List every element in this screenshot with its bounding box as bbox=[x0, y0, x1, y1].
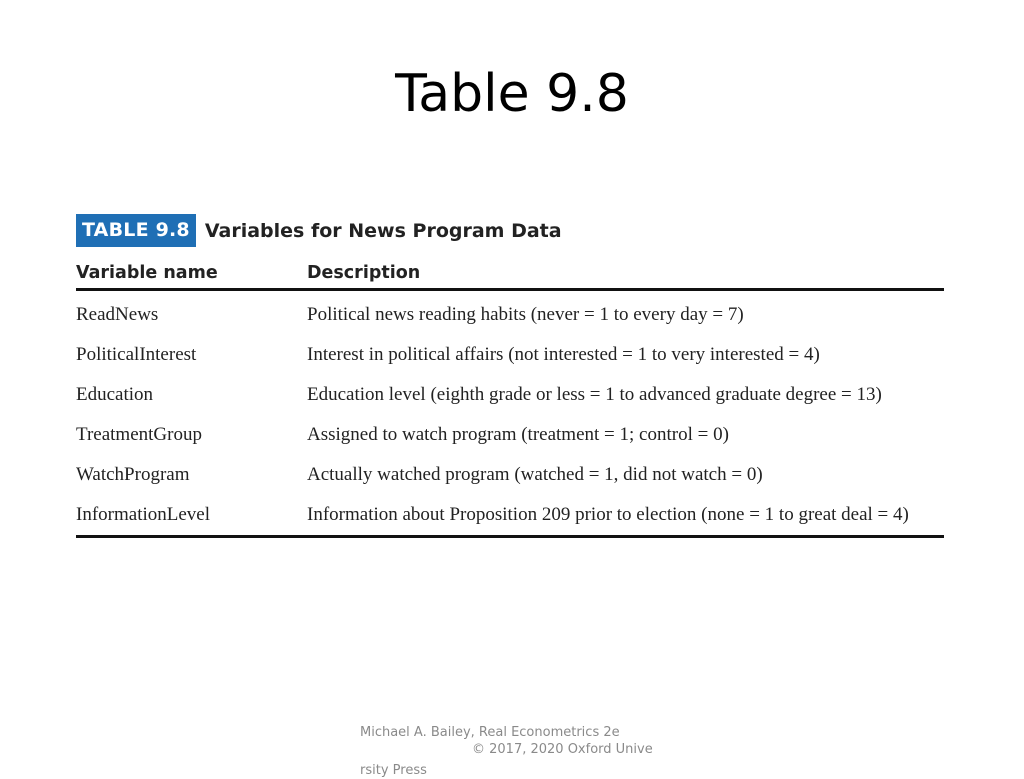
description-cell: Interest in political affairs (not interested = 1 to very interested = 4) bbox=[307, 344, 820, 365]
variable-name-cell: ReadNews bbox=[76, 304, 159, 325]
variables-table bbox=[76, 257, 944, 538]
table-figure bbox=[76, 214, 944, 538]
footer-copyright-continued: rsity Press bbox=[360, 763, 427, 778]
column-header-description: Description bbox=[307, 257, 944, 290]
table-header-row bbox=[76, 257, 944, 290]
description-cell: Education level (eighth grade or less = 1 to advanced graduate degree = 13) bbox=[307, 384, 882, 405]
table-row bbox=[76, 290, 944, 336]
table-caption-title: Variables for News Program Data bbox=[204, 219, 562, 242]
table-row bbox=[76, 335, 944, 375]
description-cell: Actually watched program (watched = 1, did not watch = 0) bbox=[307, 464, 763, 485]
table-caption bbox=[76, 214, 944, 247]
table-row bbox=[76, 455, 944, 495]
variable-name-cell: WatchProgram bbox=[76, 464, 190, 485]
footer-copyright: © 2017, 2020 Oxford Unive bbox=[472, 742, 653, 757]
column-header-variable-name: Variable name bbox=[76, 257, 307, 290]
table-row bbox=[76, 415, 944, 455]
variable-name-cell: TreatmentGroup bbox=[76, 424, 202, 445]
table-row bbox=[76, 375, 944, 415]
slide-footer bbox=[360, 724, 670, 779]
description-cell: Political news reading habits (never = 1 to every day = 7) bbox=[307, 304, 744, 325]
slide-title: Table 9.8 bbox=[395, 64, 629, 124]
footer-citation: Michael A. Bailey, Real Econometrics 2e bbox=[360, 725, 620, 740]
variable-name-cell: PoliticalInterest bbox=[76, 344, 197, 365]
description-cell: Assigned to watch program (treatment = 1; control = 0) bbox=[307, 424, 729, 445]
variable-name-cell: InformationLevel bbox=[76, 495, 307, 537]
table-row bbox=[76, 495, 944, 537]
variable-name-cell: Education bbox=[76, 384, 154, 405]
description-cell: Information about Proposition 209 prior to election (none = 1 to great deal = 4) bbox=[307, 495, 944, 537]
table-number-badge: TABLE 9.8 bbox=[76, 214, 196, 247]
